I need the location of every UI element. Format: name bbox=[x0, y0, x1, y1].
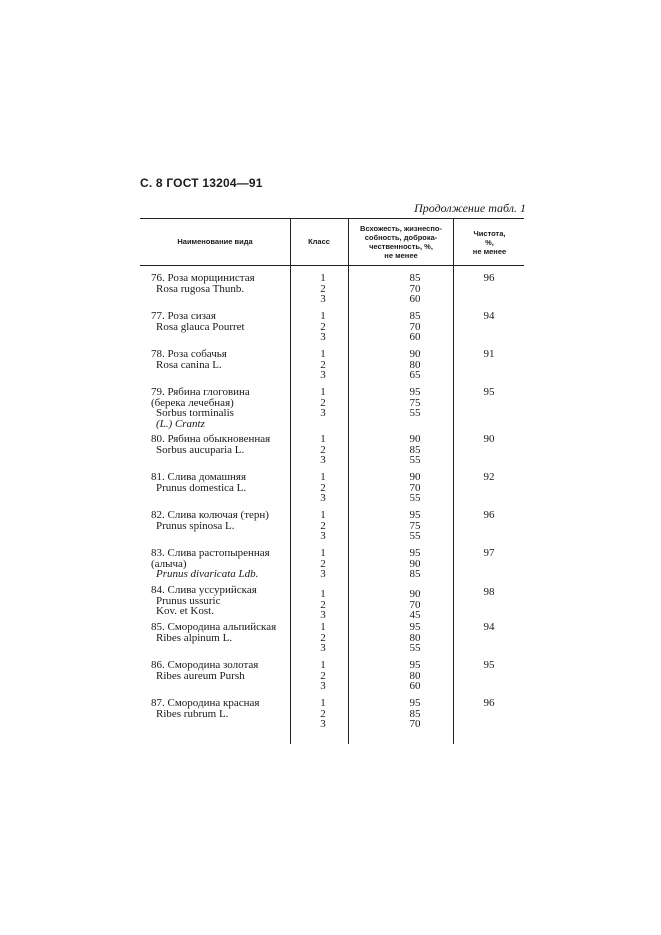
class-values: 1 2 3 bbox=[320, 348, 326, 381]
species-name: 79. Рябина глоговина (берека лечебная) Sorbus torminalis (L.) Crantz bbox=[151, 386, 250, 430]
table-header-rule bbox=[140, 265, 524, 266]
species-name: 83. Слива растопыренная (алыча) Prunus divaricata Ldb. bbox=[151, 547, 270, 580]
species-name: 76. Роза морщинистая Rosa rugosa Thunb. bbox=[151, 272, 255, 295]
germination-values: 95 90 85 bbox=[409, 547, 421, 580]
purity-value: 94 bbox=[483, 310, 495, 322]
purity-value: 95 bbox=[483, 386, 495, 398]
germination-values: 95 75 55 bbox=[409, 386, 421, 419]
table-top-rule bbox=[140, 218, 524, 219]
species-name: 86. Смородина золотая Ribes aureum Pursh bbox=[151, 659, 259, 682]
column-divider bbox=[453, 218, 454, 744]
class-values: 1 2 3 bbox=[320, 547, 326, 580]
species-name: 85. Смородина альпийская Ribes alpinum L. bbox=[151, 621, 277, 644]
class-values: 1 2 3 bbox=[320, 659, 326, 692]
table-continuation-label: Продолжение табл. 1 bbox=[414, 201, 526, 215]
species-name: 77. Роза сизая Rosa glauca Pourret bbox=[151, 310, 245, 333]
purity-value: 97 bbox=[483, 547, 495, 559]
purity-value: 92 bbox=[483, 471, 495, 483]
species-name: 84. Слива уссурийская Prunus ussuric Kov. et Kost. bbox=[151, 584, 257, 617]
germination-values: 90 85 55 bbox=[409, 433, 421, 466]
germination-values: 90 70 55 bbox=[409, 471, 421, 504]
purity-value: 96 bbox=[483, 697, 495, 709]
germination-values: 95 80 55 bbox=[409, 621, 421, 654]
species-name: 82. Слива колючая (терн) Prunus spinosa L. bbox=[151, 509, 269, 532]
class-values: 1 2 3 bbox=[320, 588, 326, 621]
purity-value: 96 bbox=[483, 272, 495, 284]
purity-value: 94 bbox=[483, 621, 495, 633]
species-name: 81. Слива домашняя Prunus domestica L. bbox=[151, 471, 247, 494]
class-values: 1 2 3 bbox=[320, 272, 326, 305]
purity-value: 90 bbox=[483, 433, 495, 445]
germination-values: 90 80 65 bbox=[409, 348, 421, 381]
species-name: 78. Роза собачья Rosa canina L. bbox=[151, 348, 227, 371]
germination-values: 95 80 60 bbox=[409, 659, 421, 692]
germination-values: 85 70 60 bbox=[409, 272, 421, 305]
column-header-name: Наименование вида bbox=[177, 237, 253, 246]
germination-values: 95 85 70 bbox=[409, 697, 421, 730]
germination-values: 90 70 45 bbox=[409, 588, 421, 621]
column-header-purity: Чистота, %, не менее bbox=[472, 229, 507, 256]
class-values: 1 2 3 bbox=[320, 697, 326, 730]
column-header-class: Класс bbox=[308, 237, 330, 246]
class-values: 1 2 3 bbox=[320, 310, 326, 343]
column-divider bbox=[348, 218, 349, 744]
germination-values: 95 75 55 bbox=[409, 509, 421, 542]
species-name: 87. Смородина красная Ribes rubrum L. bbox=[151, 697, 260, 720]
class-values: 1 2 3 bbox=[320, 621, 326, 654]
purity-value: 95 bbox=[483, 659, 495, 671]
class-values: 1 2 3 bbox=[320, 509, 326, 542]
class-values: 1 2 3 bbox=[320, 386, 326, 419]
column-header-germination: Всхожесть, жизнеспо- собность, доброка- чественность, %, не менее bbox=[360, 224, 442, 260]
purity-value: 91 bbox=[483, 348, 495, 360]
page-header: С. 8 ГОСТ 13204—91 bbox=[140, 176, 263, 190]
germination-values: 85 70 60 bbox=[409, 310, 421, 343]
class-values: 1 2 3 bbox=[320, 433, 326, 466]
species-name: 80. Рябина обыкновенная Sorbus aucuparia L. bbox=[151, 433, 271, 456]
purity-value: 96 bbox=[483, 509, 495, 521]
class-values: 1 2 3 bbox=[320, 471, 326, 504]
purity-value: 98 bbox=[483, 586, 495, 598]
